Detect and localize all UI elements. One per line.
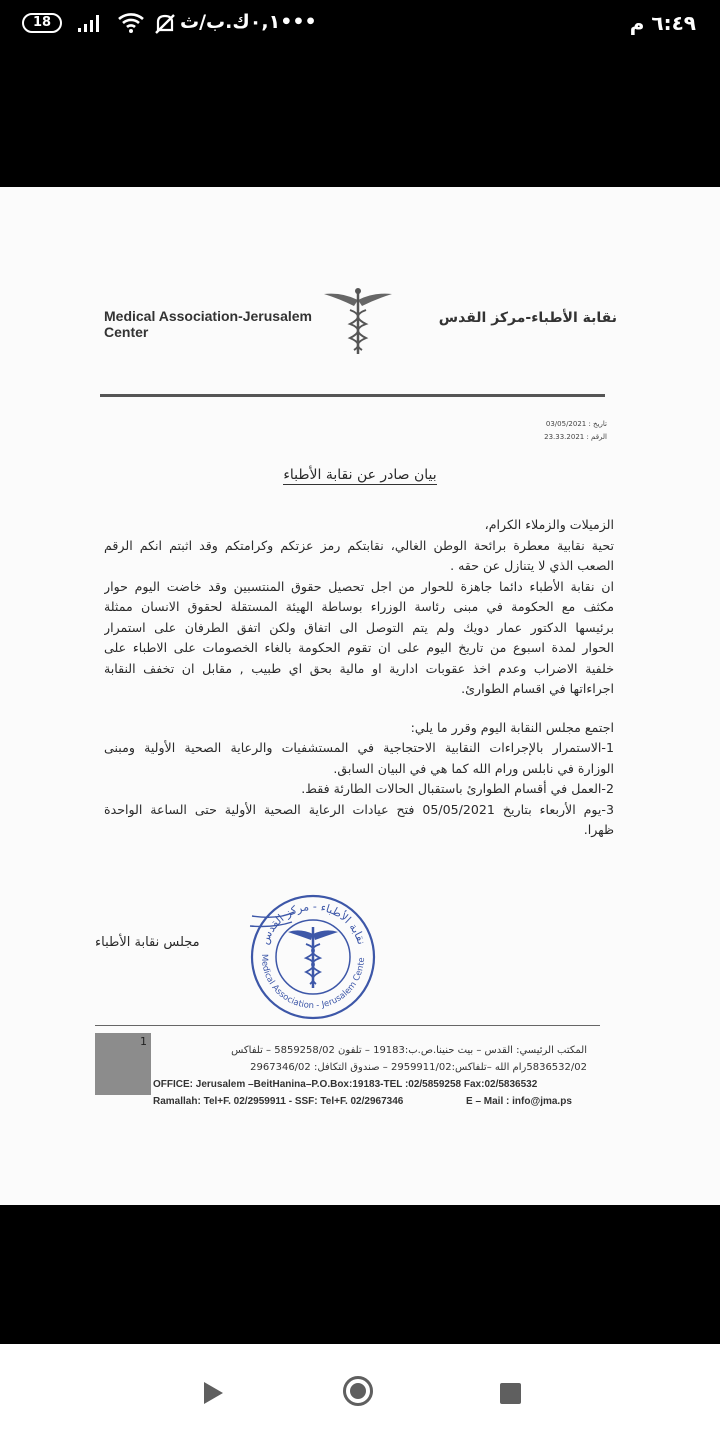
signatory: مجلس نقابة الأطباء <box>95 935 200 950</box>
body-line: مكثف مع الحكومة في مبنى رئاسة الوزراء بوساطة الهيئة المستقلة لحقوق الانسان ممثلة <box>104 599 614 614</box>
status-clock: ٦:٤٩ م <box>629 11 696 35</box>
decisions-intro: اجتمع مجلس النقابة اليوم وقرر ما يلي: <box>410 719 614 735</box>
header-divider <box>100 394 605 397</box>
navigation-bar <box>0 1344 720 1440</box>
body-line: برئيسها الدكتور عمار دويك ولم يتم التوصل الى اتفاق ولكن اتفق الطرفان على استمرار <box>104 619 614 635</box>
decision-line: 1-الاستمرار بالإجراءات النقابية الاحتجاجية في المستشفيات والرعاية الصحية الأولية ومبنى <box>104 740 614 755</box>
footer-ramallah-en: Ramallah: Tel+F. 02/2959911 - SSF: Tel+F. 02/2967346 <box>153 1096 404 1107</box>
decision-line: 2-العمل في أقسام الطوارئ باستقبال الحالات الطارئة فقط. <box>301 781 614 796</box>
footer-divider <box>95 1025 600 1026</box>
header-org-ar: نقابة الأطباء-مركز القدس <box>438 310 617 326</box>
body-line: تحية نقابية معطرة برائحة الوطن الغالي، نقابتكم رمز عزتكم وكرامتكم وقد اثبتم انكم الرقم <box>104 537 614 553</box>
document-reference: الرقم : 23.33.2021 <box>544 433 607 441</box>
footer-ramallah-ar: 5836532/02رام الله –تلفاكس:2959911/02 – صندوق التكافل: 2967346/02 <box>250 1062 587 1073</box>
body-line: الصعب الذي لا يتنازل عن حقه . <box>450 558 614 573</box>
mute-icon <box>153 12 177 36</box>
wifi-icon <box>118 12 144 34</box>
statement-title <box>0 467 720 483</box>
statement-body <box>104 515 614 841</box>
document-image[interactable] <box>0 187 720 1205</box>
footer-office-en: OFFICE: Jerusalem –BeitHanina–P.O.Box:19183-TEL :02/5859258 Fax:02/5836532 <box>153 1079 538 1090</box>
recents-icon[interactable] <box>500 1383 521 1404</box>
caduceus-logo <box>318 282 398 362</box>
home-icon[interactable] <box>343 1376 373 1406</box>
battery-icon <box>22 13 62 33</box>
footer-email: E – Mail : info@jma.ps <box>466 1096 572 1107</box>
footer-box-number: 1 <box>140 1035 147 1048</box>
document-date: تاريخ : 03/05/2021 <box>545 420 607 428</box>
body-line: الحوار لمدة اسبوع من تاريخ اليوم على ان تقوم الحكومة بالغاء الخصومات على الاطباء على <box>104 640 614 655</box>
footer-address-ar: المكتب الرئيسي: القدس – بيت حنينا.ص.ب:19183 – تلفون 5859258/02 – تلفاكس <box>231 1045 587 1056</box>
stamp-top-text: نقابة الأطباء - مركز القدس <box>257 899 369 947</box>
stamp-bottom-text: Medical Association - Jerusalem Cente <box>258 953 368 1012</box>
association-stamp <box>248 892 378 1022</box>
body-line: الزميلات والزملاء الكرام، <box>484 517 614 532</box>
footer-box <box>95 1033 151 1095</box>
decision-line: 3-يوم الأربعاء بتاريخ 05/05/2021 فتح عيادات الرعاية الصحية الأولية حتى الساعة الواحدة <box>104 801 614 817</box>
decision-line: الوزارة في نابلس ورام الله كما هي في البيان السابق. <box>333 760 614 776</box>
network-speed: •••٠,١ك.ب/ث <box>180 11 317 33</box>
back-icon[interactable] <box>204 1382 223 1404</box>
decision-line: ظهرا. <box>583 822 614 837</box>
signal-icon <box>78 14 99 32</box>
statement-title-text: بيان صادر عن نقابة الأطباء <box>283 467 437 483</box>
header-org-en: Medical Association-Jerusalem Center <box>104 308 313 340</box>
body-line: ان نقابة الأطباء دائما جاهزة للحوار من اجل تحصيل حقوق المنتسبين وقد خاضت اليوم حوار <box>104 578 614 594</box>
battery-level: 18 <box>32 15 52 30</box>
status-bar <box>0 0 720 48</box>
body-line: خلفية الاضراب وعدم اخذ عقوبات ادارية او مالية بحق اي طبيب , مقابل ان تخفف النقابة <box>104 660 614 676</box>
body-line: اجراءاتها في اقسام الطوارئ. <box>461 681 614 696</box>
